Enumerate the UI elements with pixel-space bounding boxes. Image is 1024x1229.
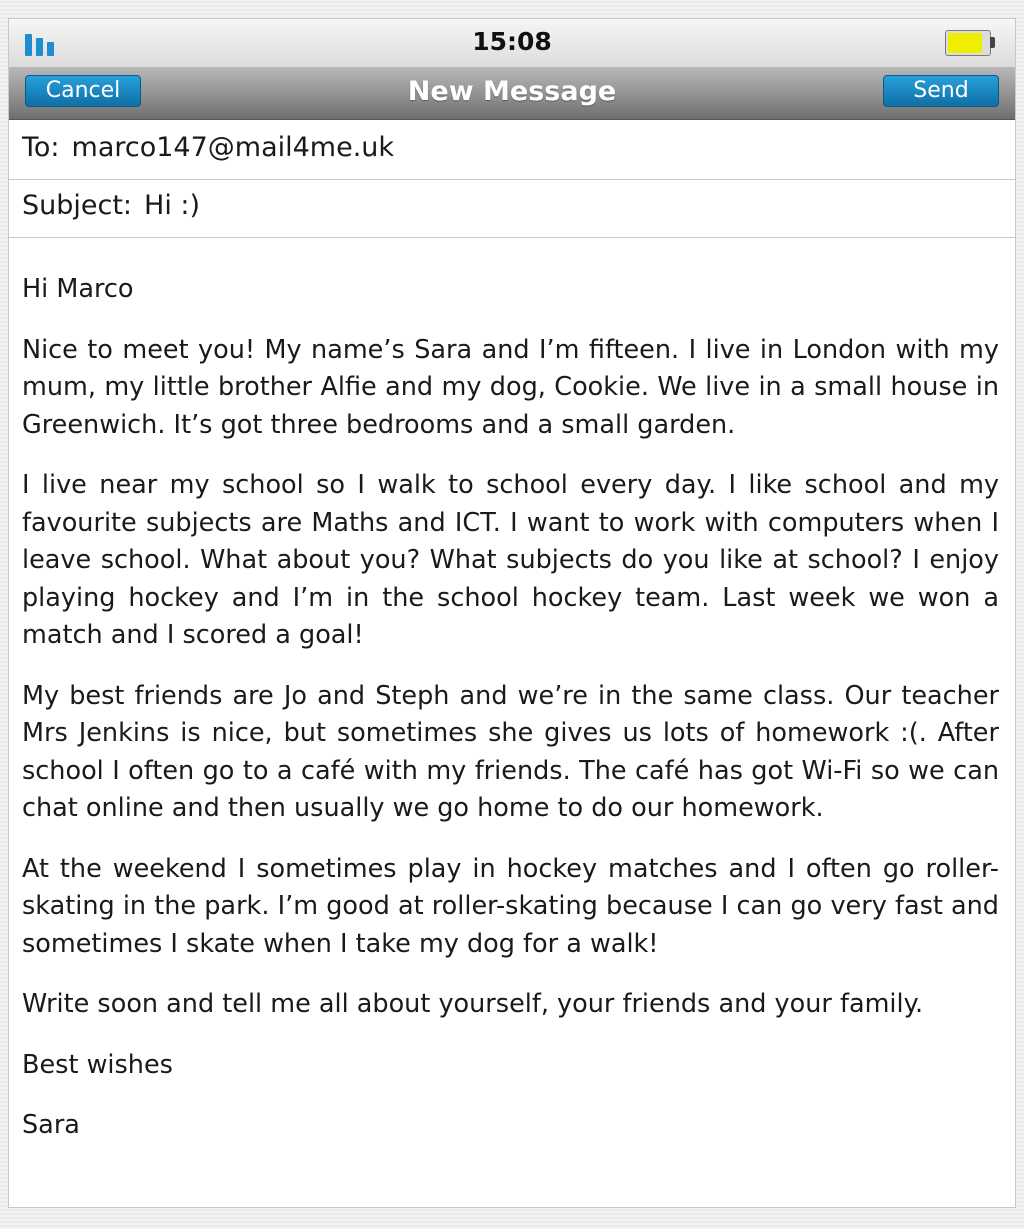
to-label: To: <box>22 132 60 163</box>
subject-label: Subject: <box>22 190 133 221</box>
body-paragraph: Nice to meet you! My name’s Sara and I’m fifteen. I live in London with my mum, my little brother Alfie and my dog, Cookie. We live in a small house in Greenwich. It’s got three bedrooms and a small garden. <box>22 334 999 440</box>
subject-value[interactable]: Hi :) <box>144 190 201 221</box>
message-body[interactable] <box>22 271 999 1168</box>
battery-level-fill <box>948 33 982 53</box>
cancel-button[interactable]: Cancel <box>25 75 141 107</box>
status-time: 15:08 <box>472 27 552 56</box>
signature: Sara <box>22 1110 80 1140</box>
send-button[interactable]: Send <box>883 75 999 107</box>
to-value[interactable]: marco147@mail4me.uk <box>71 132 395 163</box>
closing: Best wishes <box>22 1049 173 1080</box>
greeting: Hi Marco <box>22 274 134 304</box>
body-paragraph: Write soon and tell me all about yourself, your friends and your family. <box>22 989 924 1019</box>
subject-field[interactable] <box>9 177 1015 238</box>
status-bar <box>9 19 1015 68</box>
body-paragraph: At the weekend I sometimes play in hockey matches and I often go roller-skating in the park. I’m good at roller-skating because I can go very fast and sometimes I skate when I take my dog for a walk! <box>22 853 999 959</box>
body-paragraph: My best friends are Jo and Steph and we’re in the same class. Our teacher Mrs Jenkins is nice, but sometimes she gives us lots of homework :(. After school I often go to a café with my friends. The café has got Wi-Fi so we can chat online and then usually we go home to do our homework. <box>22 680 999 823</box>
page-title: New Message <box>407 76 617 107</box>
battery-icon <box>945 30 997 56</box>
body-paragraph: I live near my school so I walk to school every day. I like school and my favourite subjects are Maths and ICT. I want to work with computers when I leave school. What about you? What subjects do you like at school? I enjoy playing hockey and I’m in the school hockey team. Last week we won a match and I scored a goal! <box>22 470 999 650</box>
phone-screen <box>8 18 1016 1208</box>
navigation-bar <box>9 67 1015 120</box>
to-field[interactable] <box>9 119 1015 180</box>
